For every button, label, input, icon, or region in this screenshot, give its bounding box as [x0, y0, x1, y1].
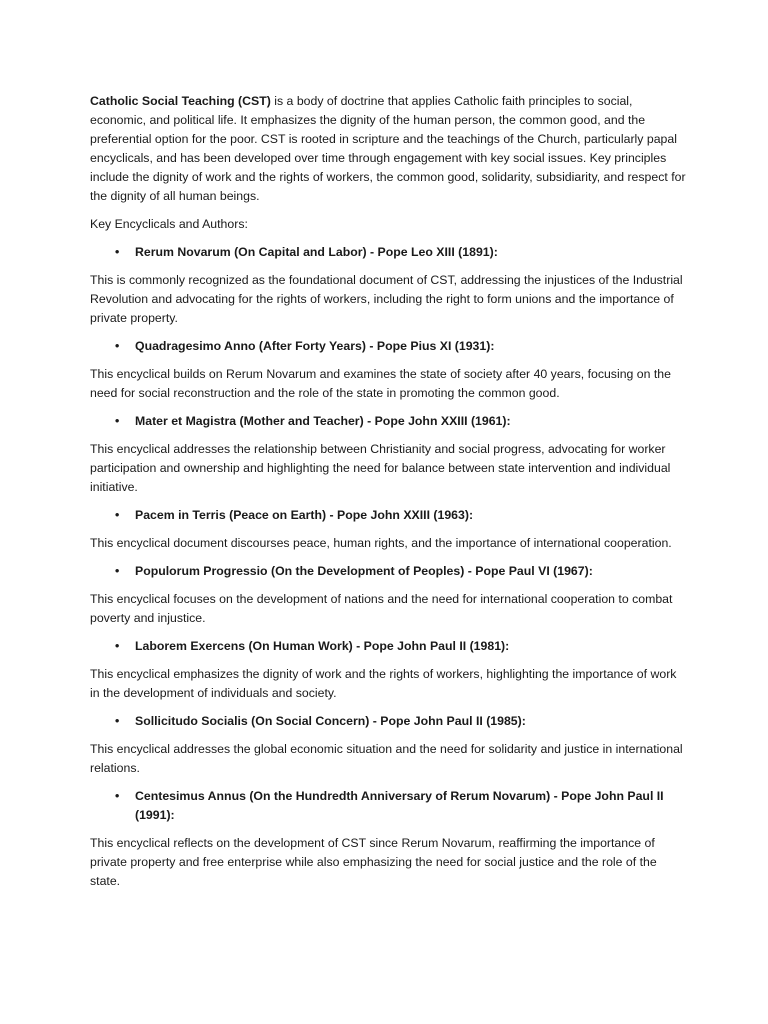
- encyclical-title: Pacem in Terris (Peace on Earth) - Pope John XXIII (1963):: [135, 508, 474, 522]
- encyclical-description: This is commonly recognized as the foundational document of CST, addressing the injustices of the Industrial Revolution and advocating for the rights of workers, including the right to form unions and the importance of private property.: [90, 273, 683, 325]
- encyclical-description: This encyclical reflects on the development of CST since Rerum Novarum, reaffirming the importance of private property and free enterprise while also emphasizing the need for social justice and the role of the state.: [90, 836, 657, 888]
- bullet-icon: •: [115, 414, 120, 428]
- bullet-icon: •: [115, 339, 120, 353]
- key-encyclicals-heading: Key Encyclicals and Authors:: [90, 217, 248, 231]
- encyclical-item: [90, 243, 688, 262]
- encyclical-item: [90, 412, 688, 431]
- intro-text: is a body of doctrine that applies Catholic faith principles to social, economic, and political life. It emphasizes the dignity of the human person, the common good, and the preferential option for the poor. CST is rooted in scripture and the teachings of the Church, particularly papal encyclicals, and has been developed over time through engagement with key social issues. Key principles include the dignity of work and the rights of workers, the common good, solidarity, subsidiarity, and respect for the dignity of all human beings.: [90, 94, 686, 203]
- bullet-icon: •: [115, 639, 120, 653]
- encyclical-description: This encyclical focuses on the development of nations and the need for international cooperation to combat poverty and injustice.: [90, 592, 673, 625]
- bullet-icon: •: [115, 789, 120, 803]
- encyclical-title: Rerum Novarum (On Capital and Labor) - Pope Leo XIII (1891):: [135, 245, 498, 259]
- encyclical-description: This encyclical addresses the relationship between Christianity and social progress, advocating for worker participation and ownership and highlighting the need for balance between state intervention and individual initiative.: [90, 442, 671, 494]
- encyclical-item: [90, 637, 688, 656]
- encyclical-description: This encyclical emphasizes the dignity of work and the rights of workers, highlighting the importance of work in the development of individuals and society.: [90, 667, 677, 700]
- encyclical-title: Sollicitudo Socialis (On Social Concern) - Pope John Paul II (1985):: [135, 714, 526, 728]
- encyclical-item: [90, 562, 688, 581]
- encyclical-item: [90, 712, 688, 731]
- encyclical-title: Laborem Exercens (On Human Work) - Pope John Paul II (1981):: [135, 639, 510, 653]
- encyclical-title: Quadragesimo Anno (After Forty Years) - Pope Pius XI (1931):: [135, 339, 495, 353]
- intro-paragraph: [90, 92, 688, 206]
- bullet-icon: •: [115, 245, 120, 259]
- bullet-icon: •: [115, 564, 120, 578]
- encyclical-item: [90, 506, 688, 525]
- intro-term: Catholic Social Teaching (CST): [90, 94, 271, 108]
- bullet-icon: •: [115, 714, 120, 728]
- encyclical-title: Mater et Magistra (Mother and Teacher) - Pope John XXIII (1961):: [135, 414, 511, 428]
- encyclical-description: This encyclical document discourses peace, human rights, and the importance of international cooperation.: [90, 536, 672, 550]
- encyclical-description: This encyclical addresses the global economic situation and the need for solidarity and justice in international relations.: [90, 742, 683, 775]
- encyclical-item: [90, 337, 688, 356]
- encyclical-title: Populorum Progressio (On the Development of Peoples) - Pope Paul VI (1967):: [135, 564, 593, 578]
- document-page: [90, 92, 688, 900]
- encyclical-item: [90, 787, 688, 825]
- encyclical-title: Centesimus Annus (On the Hundredth Anniversary of Rerum Novarum) - Pope John Paul II (1991):: [135, 789, 664, 822]
- encyclical-description: This encyclical builds on Rerum Novarum and examines the state of society after 40 years, focusing on the need for social reconstruction and the role of the state in promoting the common good.: [90, 367, 671, 400]
- bullet-icon: •: [115, 508, 120, 522]
